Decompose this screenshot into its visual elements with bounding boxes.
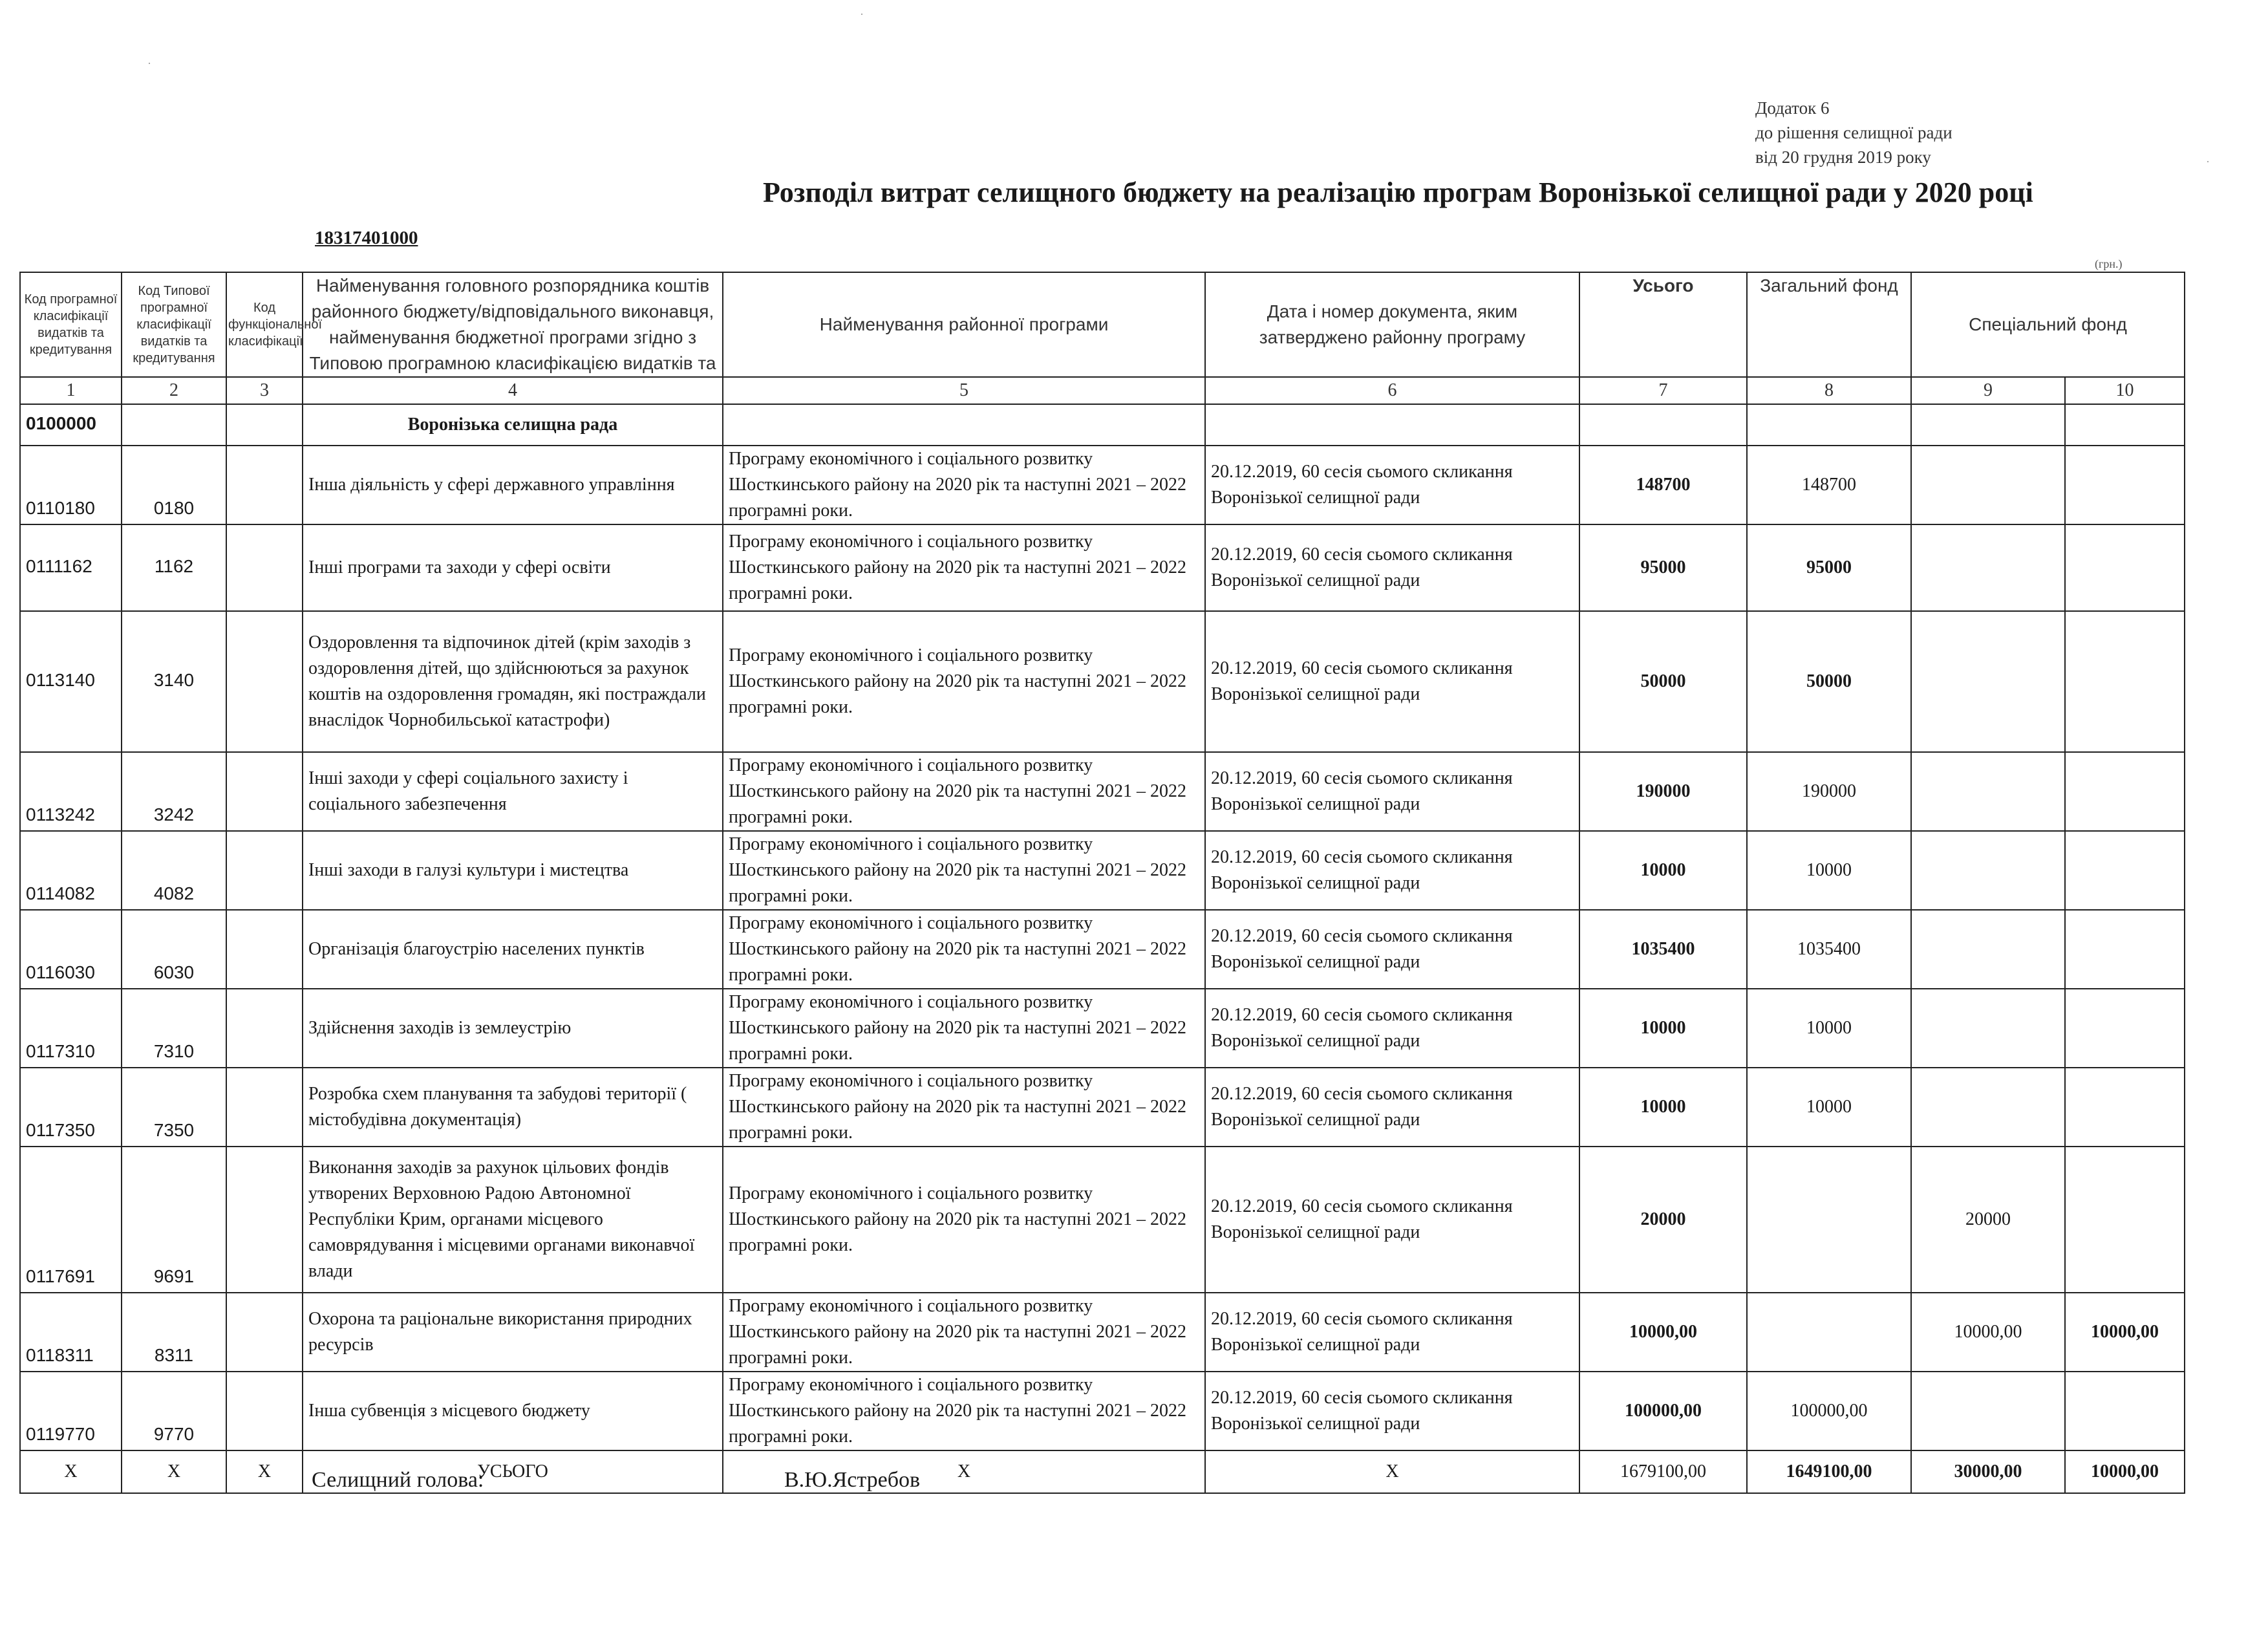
row-district-program: Програму економічного і соціального розвитку Шосткинського району на 2020 рік та наступні 2021 – 2022 програмні роки. — [723, 524, 1205, 611]
row-approval-document: 20.12.2019, 60 сесія сьомого скликання Воронізької селищної ради — [1205, 1147, 1579, 1293]
header-special-fund: Спеціальний фонд — [1911, 272, 2185, 377]
row-special-fund-2 — [2065, 910, 2185, 989]
row-program-code: 0119770 — [20, 1372, 122, 1450]
row-special-fund-1 — [1911, 910, 2065, 989]
row-special-fund-2: 10000,00 — [2065, 1293, 2185, 1372]
header-district-program: Найменування районної програми — [723, 272, 1205, 377]
row-functional-code — [226, 611, 303, 752]
table-row — [20, 910, 2185, 989]
table-row — [20, 611, 2185, 752]
row-special-fund-2 — [2065, 989, 2185, 1068]
row-typical-code: 9770 — [122, 1372, 226, 1450]
row-special-fund-2 — [2065, 752, 2185, 831]
row-typical-code: 6030 — [122, 910, 226, 989]
row-functional-code — [226, 910, 303, 989]
document-title: Розподіл витрат селищного бюджету на реалізацію програм Воронізької селищної ради у 2020 році — [763, 177, 2033, 208]
row-program-code: 0111162 — [20, 524, 122, 611]
row-district-program: Програму економічного і соціального розвитку Шосткинського району на 2020 рік та наступні 2021 – 2022 програмні роки. — [723, 752, 1205, 831]
row-approval-document: 20.12.2019, 60 сесія сьомого скликання Воронізької селищної ради — [1205, 989, 1579, 1068]
scan-speck: · — [2206, 155, 2210, 168]
row-program-code: 0110180 — [20, 446, 122, 524]
total-label: УСЬОГО — [303, 1450, 723, 1493]
column-number: 3 — [226, 377, 303, 404]
row-approval-document: 20.12.2019, 60 сесія сьомого скликання Воронізької селищної ради — [1205, 1068, 1579, 1147]
row-budget-program-name: Інша субвенція з місцевого бюджету — [303, 1372, 723, 1450]
header-row — [20, 272, 2185, 377]
header-functional-code: Код функціональної класифікації — [226, 272, 303, 377]
row-functional-code — [226, 1372, 303, 1450]
appendix-line: до рішення селищної ради — [1755, 123, 1952, 142]
table-row — [20, 1068, 2185, 1147]
row-general-fund: 10000 — [1747, 831, 1911, 910]
column-number: 9 — [1911, 377, 2065, 404]
row-program-code: 0117350 — [20, 1068, 122, 1147]
appendix-line: Додаток 6 — [1755, 98, 1830, 118]
column-number: 8 — [1747, 377, 1911, 404]
row-special-fund-2 — [2065, 524, 2185, 611]
row-special-fund-1: 10000,00 — [1911, 1293, 2065, 1372]
row-special-fund-2 — [2065, 1068, 2185, 1147]
row-budget-program-name: Організація благоустрію населених пунктів — [303, 910, 723, 989]
column-number: 2 — [122, 377, 226, 404]
program-expenditure-table — [19, 272, 2185, 1494]
total-c2: Х — [122, 1450, 226, 1493]
row-special-fund-2 — [2065, 831, 2185, 910]
row-functional-code — [226, 1068, 303, 1147]
row-budget-program-name: Охорона та раціональне використання природних ресурсів — [303, 1293, 723, 1372]
row-special-fund-2 — [2065, 611, 2185, 752]
row-total: 148700 — [1579, 446, 1747, 524]
row-district-program: Програму економічного і соціального розвитку Шосткинського району на 2020 рік та наступні 2021 – 2022 програмні роки. — [723, 611, 1205, 752]
appendix-note — [1755, 96, 1952, 169]
table-row — [20, 524, 2185, 611]
row-general-fund: 190000 — [1747, 752, 1911, 831]
header-total: Усього — [1579, 272, 1747, 377]
row-special-fund-2 — [2065, 446, 2185, 524]
header-program-code: Код програмної класифікації видатків та кредитування — [20, 272, 122, 377]
row-program-code: 0117310 — [20, 989, 122, 1068]
row-total: 190000 — [1579, 752, 1747, 831]
row-total: 100000,00 — [1579, 1372, 1747, 1450]
row-program-code: 0117691 — [20, 1147, 122, 1293]
row-typical-code: 7310 — [122, 989, 226, 1068]
column-number: 6 — [1205, 377, 1579, 404]
table-row — [20, 1147, 2185, 1293]
row-program-code: 0118311 — [20, 1293, 122, 1372]
total-c5: Х — [723, 1450, 1205, 1493]
total-special-1: 30000,00 — [1911, 1450, 2065, 1493]
row-budget-program-name: Оздоровлення та відпочинок дітей (крім заходів з оздоровлення дітей, що здійснюються за рахунок коштів на оздоровлення громадян, які постраждали внаслідок Чорнобильської катастрофи) — [303, 611, 723, 752]
data-rows — [20, 446, 2185, 1450]
row-approval-document: 20.12.2019, 60 сесія сьомого скликання Воронізької селищної ради — [1205, 524, 1579, 611]
total-c3: Х — [226, 1450, 303, 1493]
row-special-fund-1 — [1911, 524, 2065, 611]
row-approval-document: 20.12.2019, 60 сесія сьомого скликання Воронізької селищної ради — [1205, 910, 1579, 989]
row-budget-program-name: Інші програми та заходи у сфері освіти — [303, 524, 723, 611]
row-approval-document: 20.12.2019, 60 сесія сьомого скликання Воронізької селищної ради — [1205, 831, 1579, 910]
header-budget-program-name: Найменування головного розпорядника коштів районного бюджету/відповідального виконавця, найменування бюджетної програми згідно з Типовою програмною класифікацією видатків та — [303, 272, 723, 377]
row-special-fund-1 — [1911, 989, 2065, 1068]
row-district-program: Програму економічного і соціального розвитку Шосткинського району на 2020 рік та наступні 2021 – 2022 програмні роки. — [723, 1372, 1205, 1450]
row-budget-program-name: Розробка схем планування та забудові території ( містобудівна документація) — [303, 1068, 723, 1147]
table-row — [20, 831, 2185, 910]
row-total: 20000 — [1579, 1147, 1747, 1293]
row-special-fund-1 — [1911, 752, 2065, 831]
row-general-fund: 1035400 — [1747, 910, 1911, 989]
row-functional-code — [226, 446, 303, 524]
total-general: 1649100,00 — [1747, 1450, 1911, 1493]
row-total: 1035400 — [1579, 910, 1747, 989]
row-functional-code — [226, 524, 303, 611]
row-special-fund-2 — [2065, 1372, 2185, 1450]
row-district-program: Програму економічного і соціального розвитку Шосткинського району на 2020 рік та наступні 2021 – 2022 програмні роки. — [723, 989, 1205, 1068]
row-total: 10000,00 — [1579, 1293, 1747, 1372]
row-program-code: 0116030 — [20, 910, 122, 989]
row-general-fund — [1747, 1147, 1911, 1293]
row-typical-code: 0180 — [122, 446, 226, 524]
row-district-program: Програму економічного і соціального розвитку Шосткинського району на 2020 рік та наступні 2021 – 2022 програмні роки. — [723, 446, 1205, 524]
appendix-line: від 20 грудня 2019 року — [1755, 147, 1931, 167]
row-approval-document: 20.12.2019, 60 сесія сьомого скликання Воронізької селищної ради — [1205, 1372, 1579, 1450]
row-typical-code: 3140 — [122, 611, 226, 752]
row-budget-program-name: Виконання заходів за рахунок цільових фондів утворених Верховною Радою Автономної Республіки Крим, органами місцевого самоврядування і місцевими органами виконавчої влади — [303, 1147, 723, 1293]
table-row — [20, 446, 2185, 524]
row-approval-document: 20.12.2019, 60 сесія сьомого скликання Воронізької селищної ради — [1205, 752, 1579, 831]
header-approval-document: Дата і номер документа, яким затверджено районну програму — [1205, 272, 1579, 377]
table-row — [20, 989, 2185, 1068]
total-special-2: 10000,00 — [2065, 1450, 2185, 1493]
row-typical-code: 1162 — [122, 524, 226, 611]
row-budget-program-name: Інші заходи в галузі культури і мистецтва — [303, 831, 723, 910]
row-special-fund-1 — [1911, 611, 2065, 752]
column-number: 1 — [20, 377, 122, 404]
row-district-program: Програму економічного і соціального розвитку Шосткинського району на 2020 рік та наступні 2021 – 2022 програмні роки. — [723, 1293, 1205, 1372]
column-number-row — [20, 377, 2185, 404]
total-c1: Х — [20, 1450, 122, 1493]
row-general-fund — [1747, 1293, 1911, 1372]
row-general-fund: 10000 — [1747, 1068, 1911, 1147]
row-program-code: 0113242 — [20, 752, 122, 831]
row-functional-code — [226, 1147, 303, 1293]
row-total: 10000 — [1579, 831, 1747, 910]
table-row — [20, 1372, 2185, 1450]
section-code: 0100000 — [20, 404, 122, 446]
row-total: 10000 — [1579, 989, 1747, 1068]
column-number: 10 — [2065, 377, 2185, 404]
row-general-fund: 10000 — [1747, 989, 1911, 1068]
row-special-fund-1 — [1911, 1372, 2065, 1450]
row-program-code: 0114082 — [20, 831, 122, 910]
row-approval-document: 20.12.2019, 60 сесія сьомого скликання Воронізької селищної ради — [1205, 1293, 1579, 1372]
row-general-fund: 95000 — [1747, 524, 1911, 611]
row-functional-code — [226, 752, 303, 831]
row-typical-code: 3242 — [122, 752, 226, 831]
scan-speck: · — [147, 57, 151, 70]
row-approval-document: 20.12.2019, 60 сесія сьомого скликання Воронізької селищної ради — [1205, 446, 1579, 524]
row-special-fund-1 — [1911, 831, 2065, 910]
section-row — [20, 404, 2185, 446]
row-district-program: Програму економічного і соціального розвитку Шосткинського району на 2020 рік та наступні 2021 – 2022 програмні роки. — [723, 1068, 1205, 1147]
row-general-fund: 50000 — [1747, 611, 1911, 752]
row-approval-document: 20.12.2019, 60 сесія сьомого скликання Воронізької селищної ради — [1205, 611, 1579, 752]
row-special-fund-1 — [1911, 1068, 2065, 1147]
row-typical-code: 7350 — [122, 1068, 226, 1147]
column-number: 4 — [303, 377, 723, 404]
row-typical-code: 4082 — [122, 831, 226, 910]
scan-speck: · — [860, 8, 864, 21]
table-row — [20, 1293, 2185, 1372]
row-district-program: Програму економічного і соціального розвитку Шосткинського району на 2020 рік та наступні 2021 – 2022 програмні роки. — [723, 1147, 1205, 1293]
row-district-program: Програму економічного і соціального розвитку Шосткинського району на 2020 рік та наступні 2021 – 2022 програмні роки. — [723, 831, 1205, 910]
row-general-fund: 100000,00 — [1747, 1372, 1911, 1450]
row-program-code: 0113140 — [20, 611, 122, 752]
section-name: Воронізька селищна рада — [303, 404, 723, 446]
row-general-fund: 148700 — [1747, 446, 1911, 524]
row-district-program: Програму економічного і соціального розвитку Шосткинського району на 2020 рік та наступні 2021 – 2022 програмні роки. — [723, 910, 1205, 989]
total-c6: Х — [1205, 1450, 1579, 1493]
row-total: 95000 — [1579, 524, 1747, 611]
row-total: 10000 — [1579, 1068, 1747, 1147]
total-all: 1679100,00 — [1579, 1450, 1747, 1493]
row-special-fund-1 — [1911, 446, 2065, 524]
row-special-fund-2 — [2065, 1147, 2185, 1293]
budget-code: 18317401000 — [315, 228, 418, 248]
row-budget-program-name: Інша діяльність у сфері державного управління — [303, 446, 723, 524]
currency-note: (грн.) — [2095, 257, 2123, 270]
row-budget-program-name: Здійснення заходів із землеустрію — [303, 989, 723, 1068]
row-total: 50000 — [1579, 611, 1747, 752]
column-number: 7 — [1579, 377, 1747, 404]
table-row — [20, 752, 2185, 831]
row-typical-code: 9691 — [122, 1147, 226, 1293]
signature-position: Селищний голова: — [312, 1468, 484, 1492]
column-number: 5 — [723, 377, 1205, 404]
row-functional-code — [226, 989, 303, 1068]
header-typical-code: Код Типової програмної класифікації видатків та кредитування — [122, 272, 226, 377]
row-special-fund-1: 20000 — [1911, 1147, 2065, 1293]
signature-name: В.Ю.Ястребов — [784, 1468, 921, 1492]
header-general-fund: Загальний фонд — [1747, 272, 1911, 377]
row-functional-code — [226, 831, 303, 910]
row-functional-code — [226, 1293, 303, 1372]
row-typical-code: 8311 — [122, 1293, 226, 1372]
row-budget-program-name: Інші заходи у сфері соціального захисту і соціального забезпечення — [303, 752, 723, 831]
